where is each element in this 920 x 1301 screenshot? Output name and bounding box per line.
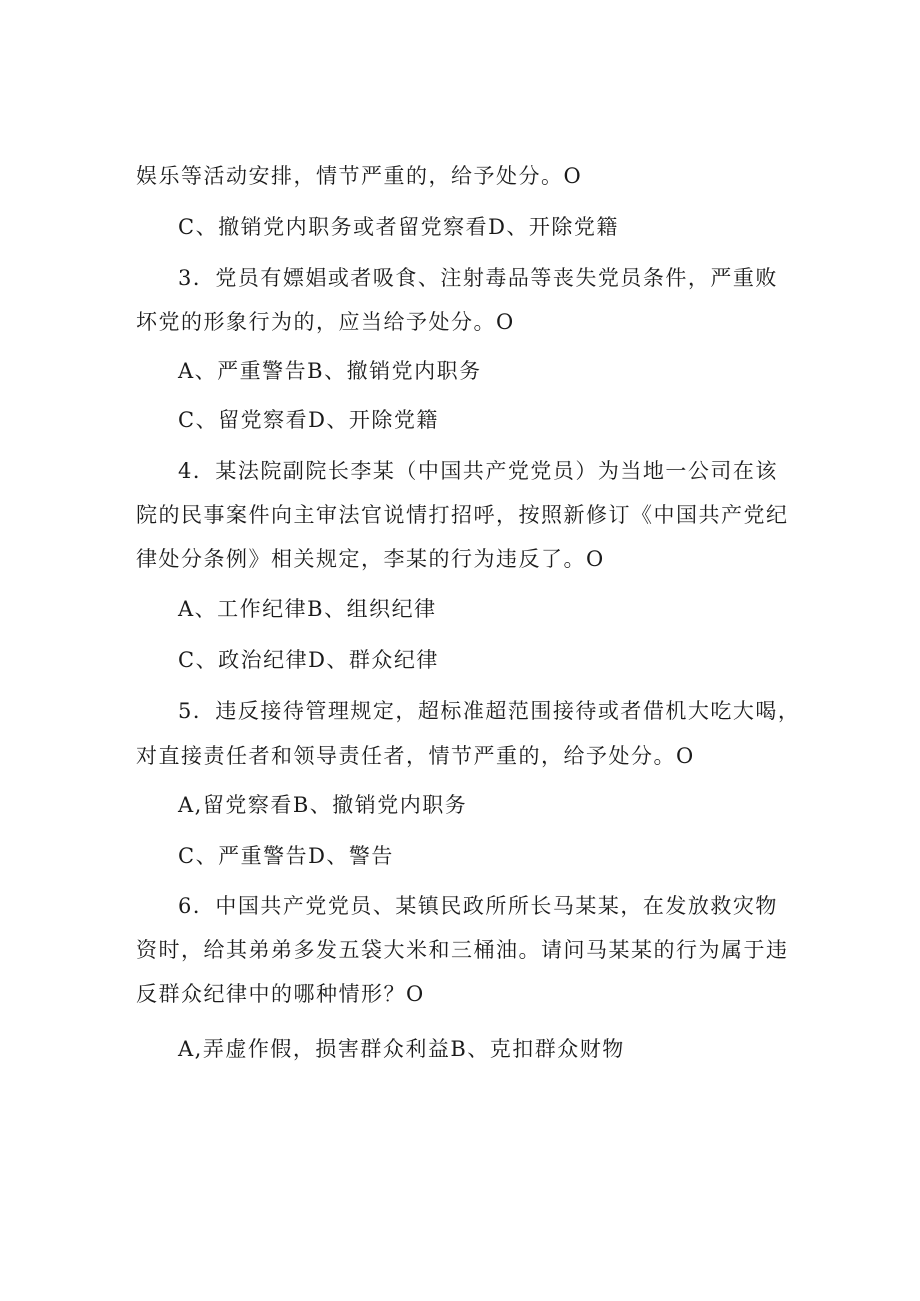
option-line: A、严重警告B、撤销党内职务 [178, 359, 482, 383]
text-line: 资时，给其弟弟多发五袋大米和三桶油。请问马某某的行为属于违 [136, 938, 789, 962]
question-line: 3．党员有嫖娼或者吸食、注射毒品等丧失党员条件，严重败 [178, 266, 778, 290]
option-line: A、工作纪律B、组织纪律 [178, 597, 437, 621]
option-line: C、严重警告D、警告 [178, 844, 394, 868]
option-line: A,弄虚作假，损害群众利益B、克扣群众财物 [178, 1037, 625, 1061]
text-line: 院的民事案件向主审法官说情打招呼，按照新修订《中国共产党纪 [136, 503, 789, 527]
text-line: 坏党的形象行为的，应当给予处分。O [136, 310, 515, 334]
option-line: C、政治纪律D、群众纪律 [178, 648, 439, 672]
question-line: 4．某法院副院长李某（中国共产党党员）为当地一公司在该 [178, 459, 778, 483]
text-line: 律处分条例》相关规定，李某的行为违反了。O [136, 547, 605, 571]
question-line: 6．中国共产党党员、某镇民政所所长马某某，在发放救灾物 [178, 894, 778, 918]
option-line: A,留党察看B、撤销党内职务 [178, 793, 468, 817]
option-line: C、撤销党内职务或者留党察看D、开除党籍 [178, 215, 619, 239]
text-line: 娱乐等活动安排，情节严重的，给予处分。O [136, 164, 583, 188]
text-line: 对直接责任者和领导责任者，情节严重的，给予处分。O [136, 744, 695, 768]
option-line: C、留党察看D、开除党籍 [178, 408, 439, 432]
question-line: 5．违反接待管理规定，超标准超范围接待或者借机大吃大喝， [178, 699, 801, 723]
text-line: 反群众纪律中的哪种情形？O [136, 982, 425, 1006]
